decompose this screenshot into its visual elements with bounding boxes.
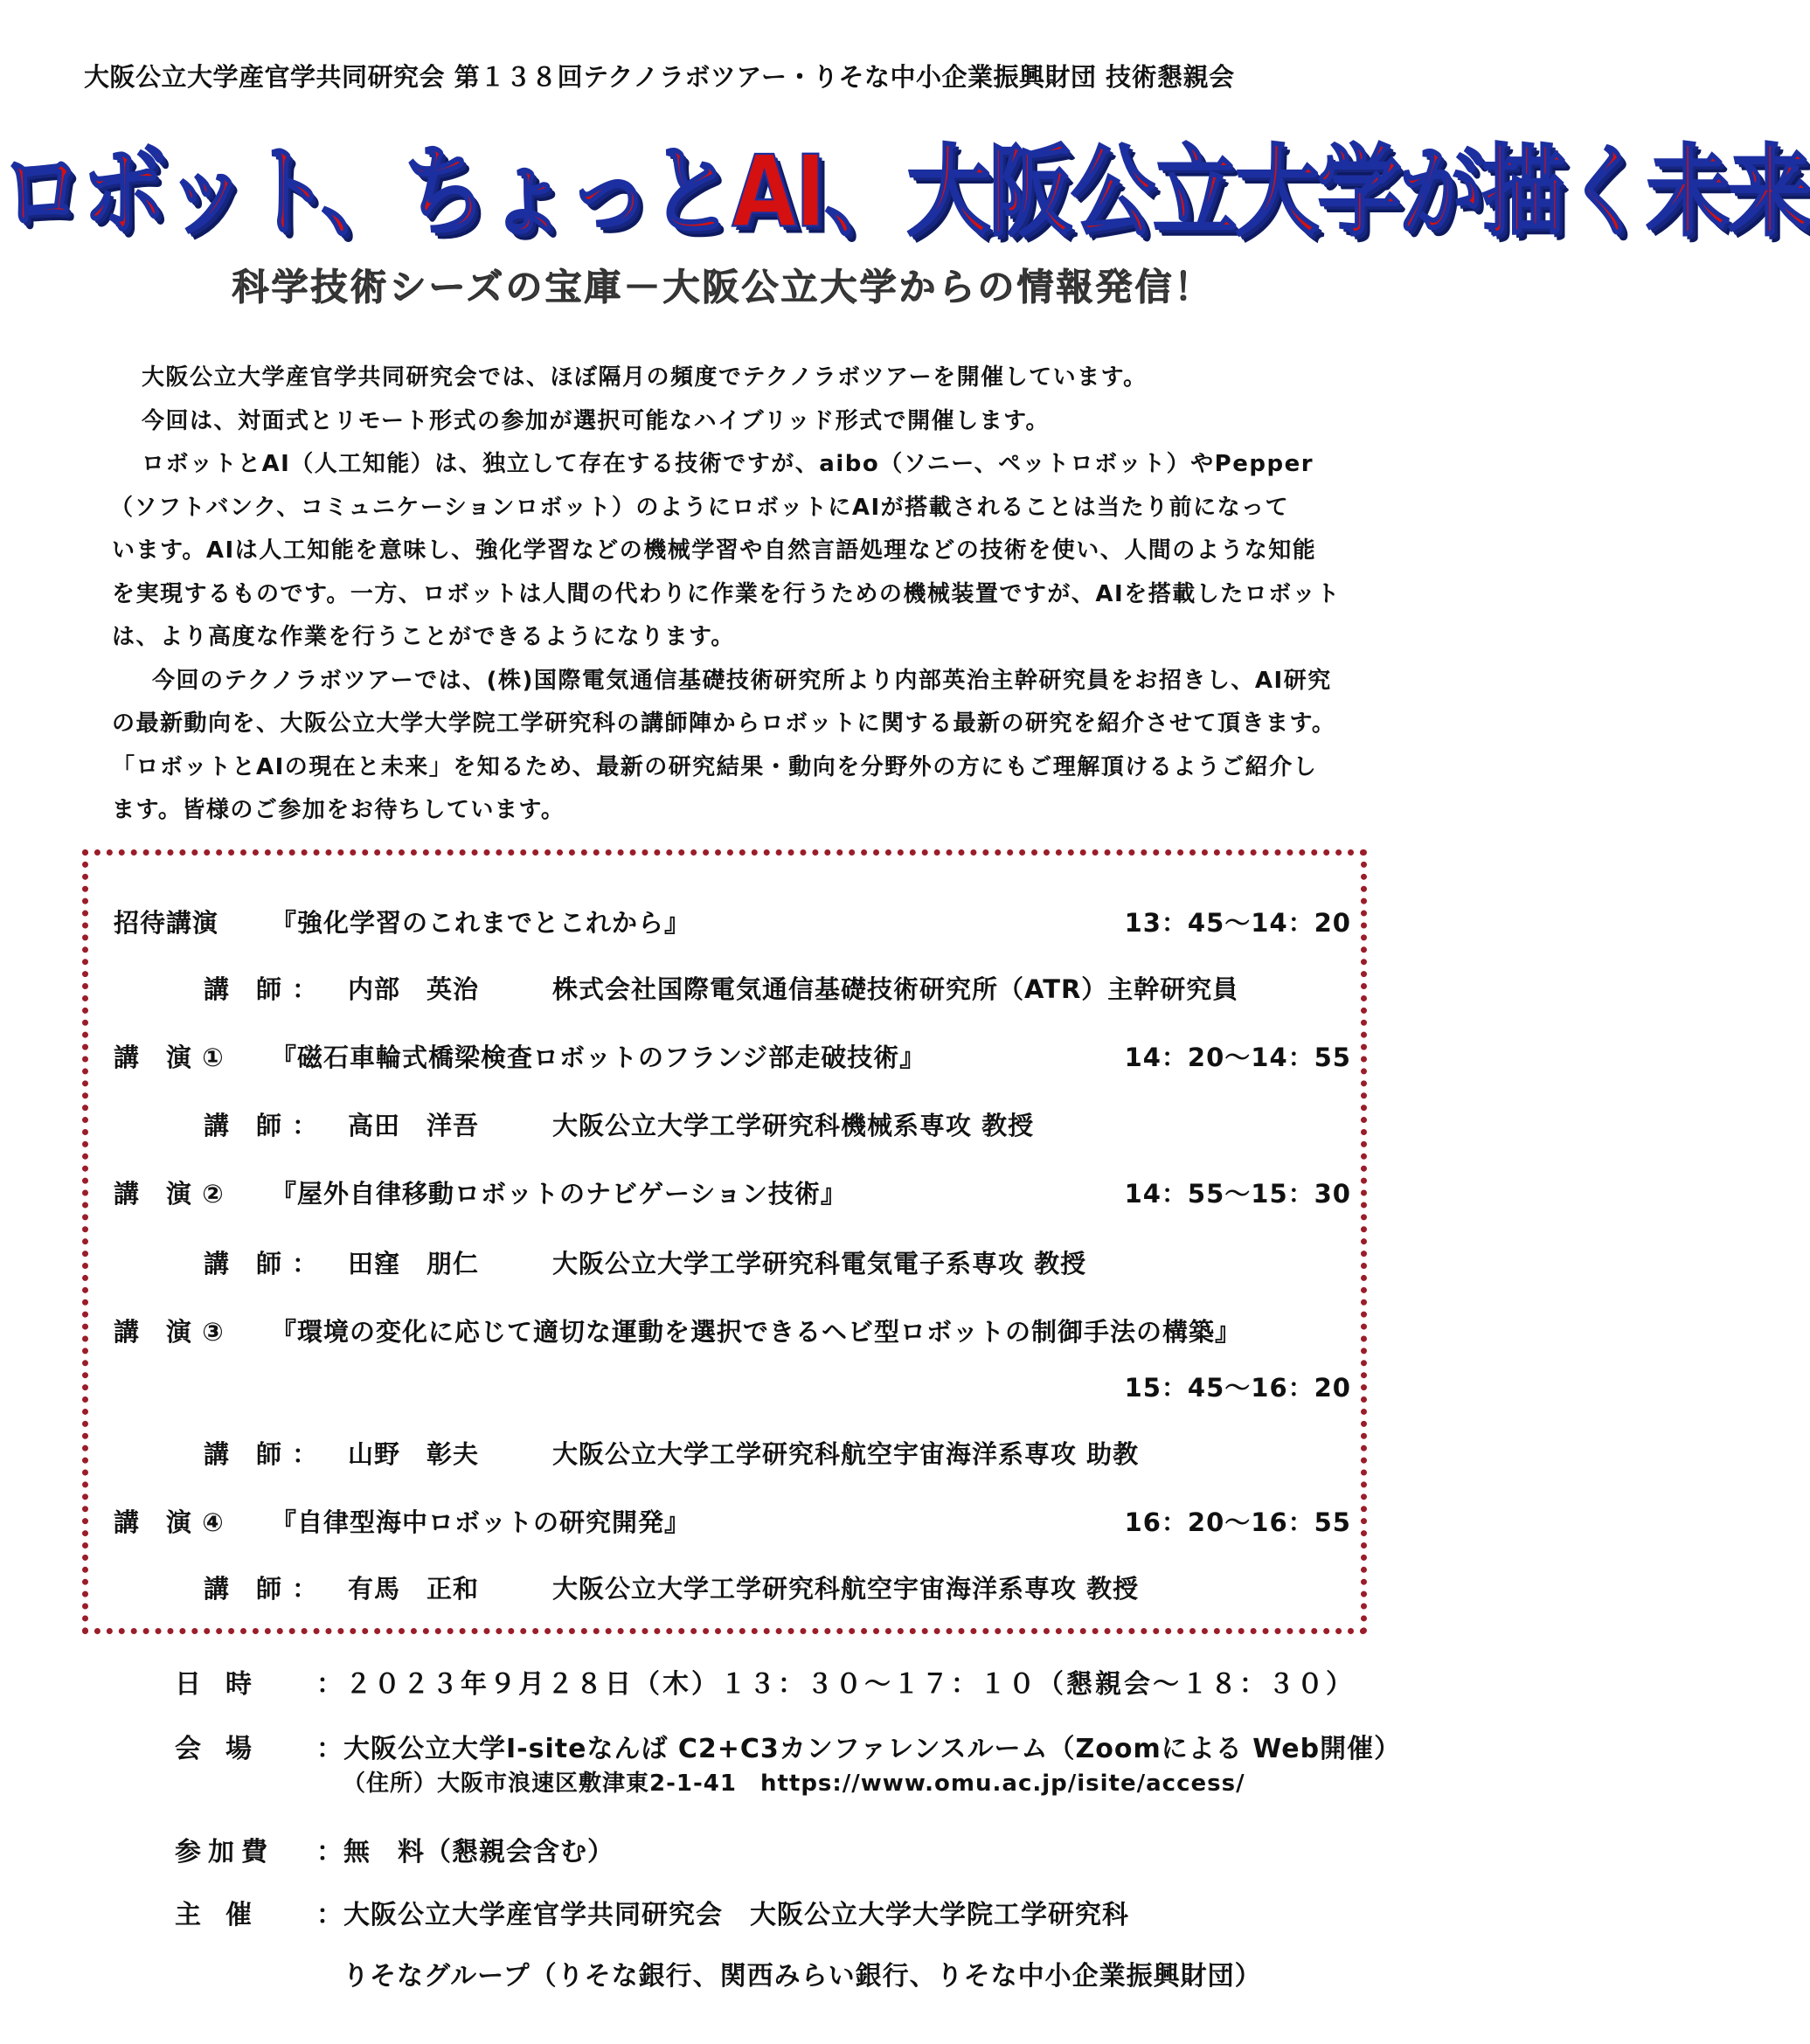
- speaker-label: 講 師 ：: [204, 1249, 319, 1278]
- intro-line: います。AIは人工知能を意味し、強化学習などの機械学習や自然言語処理などの技術を使い、人間のような知能: [112, 537, 1317, 564]
- talk-time: 13：45～14：20: [1124, 908, 1351, 938]
- talk-time: 15：45～16：20: [1124, 1373, 1351, 1403]
- fee-label: 参加費: [175, 1837, 274, 1867]
- intro-line: を実現するものです。一方、ロボットは人間の代わりに作業を行うための機械装置ですが、AIを搭載したロボット: [112, 580, 1341, 607]
- host-label: 主催: [175, 1900, 276, 1930]
- venue-address: （住所）大阪市浪速区敷津東2-1-41 https://www.omu.ac.jp/isite/access/: [343, 1770, 1245, 1797]
- speaker-affiliation: 大阪公立大学工学研究科航空宇宙海洋系専攻 教授: [552, 1574, 1140, 1604]
- fee-value: ：無 料（懇親会含む）: [316, 1837, 614, 1867]
- speaker-name: 内部 英治: [348, 974, 480, 1004]
- speaker-label: 講 師 ：: [204, 974, 319, 1004]
- talk-title: 『自律型海中ロボットの研究開発』: [271, 1507, 691, 1537]
- talk-label: 講 演 ①: [114, 1043, 225, 1072]
- intro-line: ます。皆様のご参加をお待ちしています。: [112, 797, 565, 823]
- intro-line: ロボットとAI（人工知能）は、独立して存在する技術ですが、aibo（ソニー、ペットロボット）やPepper: [142, 451, 1314, 477]
- intro-line: 今回のテクノラボツアーでは、(株)国際電気通信基礎技術研究所より内部英治主幹研究員をお招きし、AI研究: [152, 667, 1332, 694]
- talk-title: 『強化学習のこれまでとこれから』: [271, 908, 691, 938]
- speaker-affiliation: 大阪公立大学工学研究科機械系専攻 教授: [552, 1111, 1035, 1140]
- intro-line: の最新動向を、大阪公立大学大学院工学研究科の講師陣からロボットに関する最新の研究を紹介させて頂きます。: [112, 710, 1336, 737]
- intro-line: 大阪公立大学産官学共同研究会では、ほぼ隔月の頻度でテクノラボツアーを開催しています。: [142, 364, 1148, 391]
- intro-line: 「ロボットとAIの現在と未来」を知るため、最新の研究結果・動向を分野外の方にもご理解頂けるようご紹介し: [112, 753, 1318, 780]
- speaker-label: 講 師 ：: [204, 1574, 319, 1604]
- host-value: ：大阪公立大学産官学共同研究会 大阪公立大学大学院工学研究科: [316, 1900, 1129, 1930]
- speaker-name: 山野 彰夫: [348, 1439, 480, 1469]
- intro-line: は、より高度な作業を行うことができるようになります。: [112, 624, 735, 650]
- talk-label: 講 演 ③: [114, 1317, 225, 1347]
- venue-value: ：大阪公立大学I-siteなんば C2+C3カンファレンスルーム（Zoomによる Web開催）: [316, 1734, 1402, 1764]
- talk-time: 14：20～14：55: [1124, 1043, 1351, 1072]
- talk-label: 講 演 ④: [114, 1507, 225, 1537]
- event-series-header: 大阪公立大学産官学共同研究会 第１３８回テクノラボツアー・りそな中小企業振興財団 技術懇親会: [84, 62, 1235, 92]
- talk-title: 『磁石車輪式橋梁検査ロボットのフランジ部走破技術』: [271, 1043, 926, 1072]
- main-title: ロボット、ちょっとAI、大阪公立大学が描く未来: [0, 134, 1810, 250]
- speaker-affiliation: 大阪公立大学工学研究科電気電子系専攻 教授: [552, 1249, 1087, 1278]
- speaker-affiliation: 大阪公立大学工学研究科航空宇宙海洋系専攻 助教: [552, 1439, 1140, 1469]
- speaker-name: 有馬 正和: [348, 1574, 480, 1604]
- talk-label: 講 演 ②: [114, 1179, 225, 1209]
- subtitle: 科学技術シーズの宝庫－大阪公立大学からの情報発信！: [232, 266, 1214, 308]
- date-value: ：２０２３年９月２８日（木）１３：３０～１７：１０（懇親会～１８：３０）: [316, 1669, 1355, 1700]
- talk-label: 招待講演: [114, 908, 219, 938]
- speaker-name: 田窪 朋仁: [348, 1249, 480, 1278]
- speaker-name: 高田 洋吾: [348, 1111, 480, 1140]
- host-value-group: りそなグループ（りそな銀行、関西みらい銀行、りそな中小企業振興財団）: [343, 1961, 1262, 1992]
- talk-time: 14：55～15：30: [1124, 1179, 1351, 1209]
- speaker-label: 講 師 ：: [204, 1111, 319, 1140]
- talk-title: 『環境の変化に応じて適切な運動を選択できるヘビ型ロボットの制御手法の構築』: [271, 1317, 1242, 1347]
- intro-text: [110, 357, 1377, 833]
- talk-title: 『屋外自律移動ロボットのナビゲーション技術』: [271, 1179, 847, 1209]
- speaker-label: 講 師 ：: [204, 1439, 319, 1469]
- speaker-affiliation: 株式会社国際電気通信基礎技術研究所（ATR）主幹研究員: [552, 974, 1239, 1004]
- intro-line: （ソフトバンク、コミュニケーションロボット）のようにロボットにAIが搭載されることは当たり前になって: [110, 494, 1290, 521]
- venue-label: 会場: [175, 1734, 276, 1764]
- date-label: 日時: [175, 1669, 276, 1700]
- intro-line: 今回は、対面式とリモート形式の参加が選択可能なハイブリッド形式で開催します。: [142, 407, 1051, 434]
- talk-time: 16：20～16：55: [1124, 1507, 1351, 1537]
